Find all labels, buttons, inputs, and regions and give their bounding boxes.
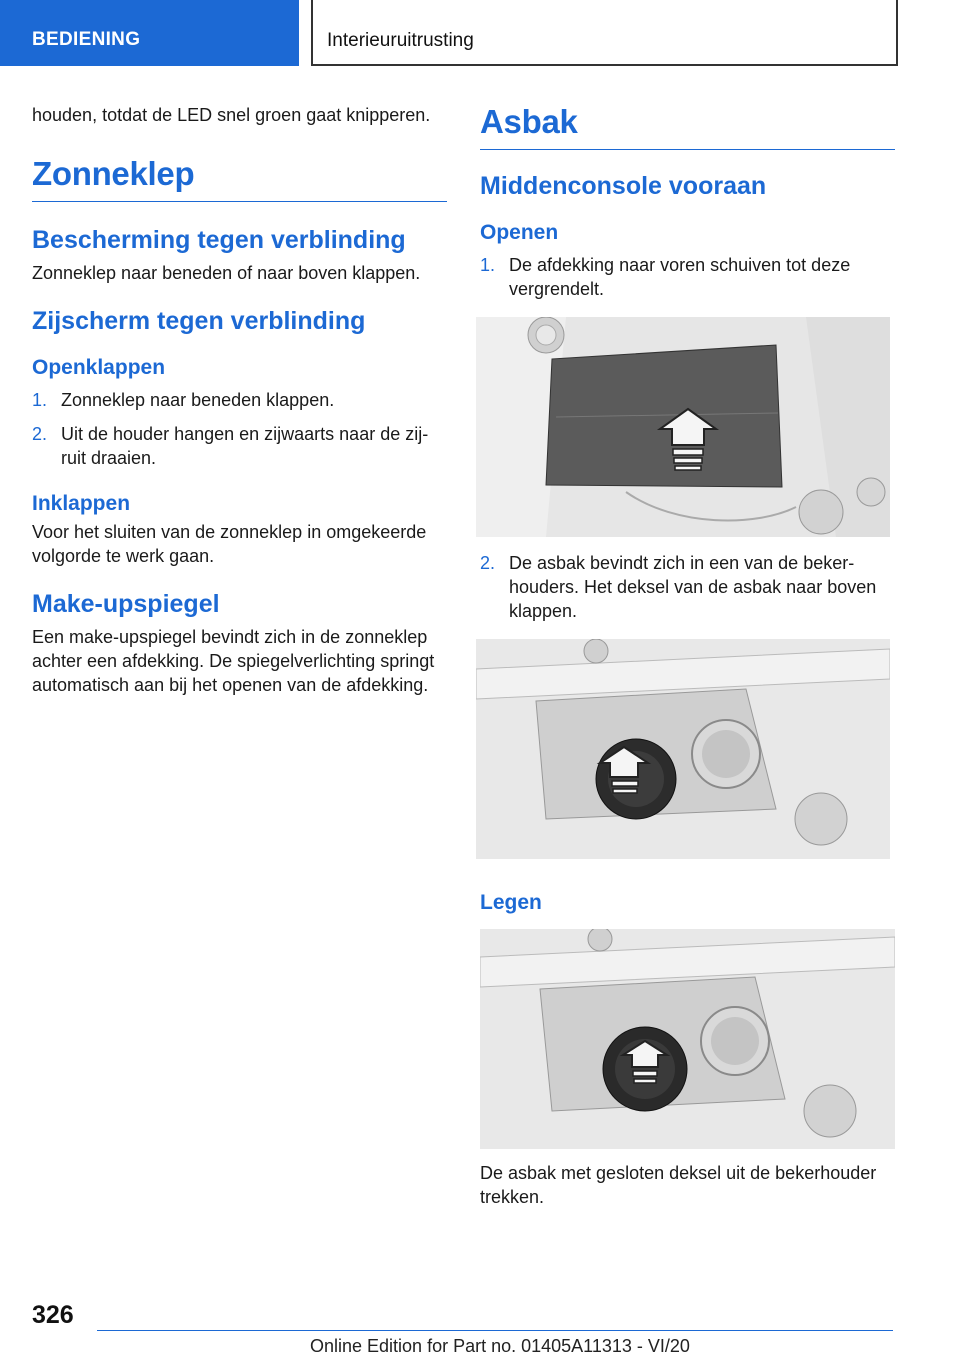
console-cover-illustration (476, 317, 890, 537)
heading-zonneklep: Zonneklep (32, 155, 447, 202)
heading-bescherming: Bescherming tegen verblinding (32, 226, 406, 254)
list-item (480, 551, 895, 623)
heading-zijscherm: Zijscherm tegen verblinding (32, 307, 366, 335)
header-section-label: BEDIENING (32, 29, 141, 50)
heading-make-upspiegel: Make-upspiegel (32, 590, 220, 618)
bescherming-text: Zonneklep naar beneden of naar boven klappen. (32, 263, 421, 283)
ashtray-closed-illustration (480, 929, 895, 1149)
footer-edition: Online Edition for Part no. 01405A11313 - VI/20 (310, 1336, 690, 1356)
step-text: De afdekking naar voren schuiven tot deze vergrendelt. (509, 255, 851, 299)
step-text: Zonneklep naar beneden klappen. (61, 390, 335, 410)
intro-text: houden, totdat de LED snel groen gaat knipperen. (32, 105, 431, 125)
inklappen-text: Voor het sluiten van de zonneklep in omgekeerde volgorde te werk gaan. (32, 522, 427, 566)
footer-divider (97, 1330, 893, 1331)
console-cover-drawing (476, 317, 890, 537)
heading-legen: Legen (480, 891, 542, 914)
make-upspiegel-text: Een make-upspiegel bevindt zich in de zonneklep achter een afdekking. De spiegelverlichting springt automatisch aan bij het openen van de afdekking. (32, 627, 435, 695)
page-number: 326 (32, 1301, 74, 1329)
heading-openen: Openen (480, 221, 559, 244)
header-chapter-label: Interieuruitrusting (327, 30, 474, 51)
step-text: Uit de houder hangen en zijwaarts naar de zijruit draaien. (61, 424, 429, 468)
step-number: 2. (480, 553, 496, 573)
step-number: 1. (32, 390, 48, 410)
ashtray-closed-drawing (480, 929, 895, 1149)
ashtray-open-illustration (476, 639, 890, 859)
heading-middenconsole: Middenconsole vooraan (480, 172, 767, 200)
list-item (32, 422, 447, 470)
heading-openklappen: Openklappen (32, 356, 166, 379)
heading-asbak: Asbak (480, 103, 895, 150)
list-item (480, 253, 895, 301)
header-chapter-box (311, 0, 898, 66)
list-item (32, 388, 447, 412)
ashtray-open-drawing (476, 639, 890, 859)
heading-inklappen: Inklappen (32, 492, 131, 515)
step-number: 2. (32, 424, 48, 444)
header-section-tab (0, 0, 299, 66)
legen-text: De asbak met gesloten deksel uit de bekerhouder trekken. (480, 1163, 877, 1207)
step-text: De asbak bevindt zich in een van de bekerhouders. Het deksel van de asbak naar boven klappen. (509, 553, 877, 621)
left-column (32, 100, 447, 697)
step-number: 1. (480, 255, 496, 275)
right-column (480, 100, 895, 1209)
